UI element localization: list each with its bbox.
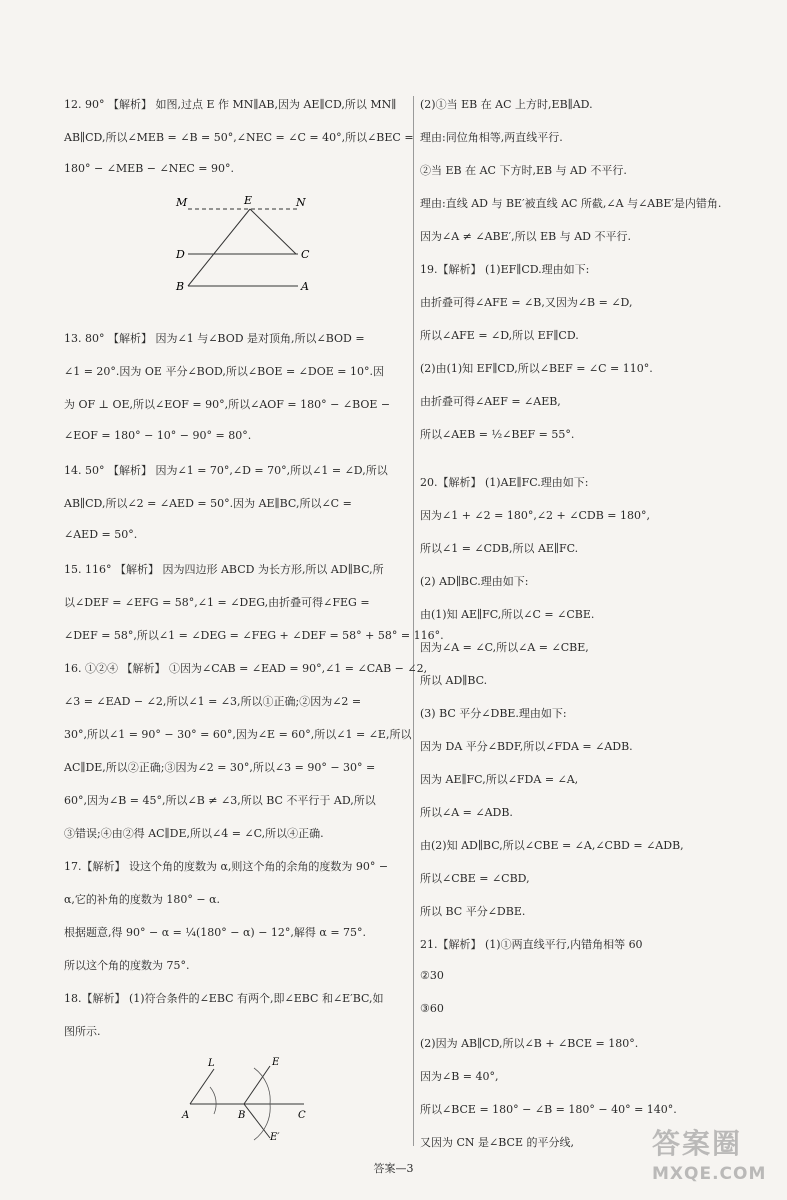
- page-number: 答案—3: [373, 1162, 414, 1175]
- text-line: 所以∠A = ∠ADB.: [420, 806, 513, 819]
- text-line: 为 OF ⊥ OE,所以∠EOF = 90°,所以∠AOF = 180° − ∠BOE −: [64, 398, 391, 411]
- text-line: 17.【解析】 设这个角的度数为 α,则这个角的余角的度数为 90° −: [64, 860, 389, 873]
- text-line: (3) BC 平分∠DBE.理由如下:: [420, 707, 567, 720]
- text-line: (2) AD∥BC.理由如下:: [420, 575, 529, 588]
- text-line: 由折叠可得∠AEF = ∠AEB,: [420, 395, 561, 408]
- text-line: 所以∠AFE = ∠D,所以 EF∥CD.: [420, 329, 579, 342]
- text-line: 16. ①②④ 【解析】 ①因为∠CAB = ∠EAD = 90°,∠1 = ∠CAB − ∠2,: [64, 662, 428, 675]
- text-line: AC∥DE,所以②正确;③因为∠2 = 30°,所以∠3 = 90° − 30° =: [64, 761, 376, 774]
- label-m: M: [176, 196, 188, 209]
- label-e: E: [272, 1057, 280, 1068]
- text-line: 所以 AD∥BC.: [420, 674, 488, 687]
- text-line: ②30: [420, 969, 444, 982]
- label-e: E: [244, 194, 253, 207]
- text-line: 13. 80° 【解析】 因为∠1 与∠BOD 是对顶角,所以∠BOD =: [64, 332, 365, 345]
- text-line: 180° − ∠MEB − ∠NEC = 90°.: [64, 162, 235, 175]
- text-line: 以∠DEF = ∠EFG = 58°,∠1 = ∠DEG,由折叠可得∠FEG =: [64, 596, 370, 609]
- text-line: 由(2)知 AD∥BC,所以∠CBE = ∠A,∠CBD = ∠ADB,: [420, 839, 684, 852]
- text-line: 因为 DA 平分∠BDF,所以∠FDA = ∠ADB.: [420, 740, 633, 753]
- label-a: A: [301, 280, 309, 293]
- watermark-logo: [652, 1122, 772, 1192]
- text-line: ∠DEF = 58°,所以∠1 = ∠DEG = ∠FEG + ∠DEF = 58° + 58° = 116°.: [64, 629, 444, 642]
- text-line: 12. 90° 【解析】 如图,过点 E 作 MN∥AB,因为 AE∥CD,所以 MN∥: [64, 98, 397, 111]
- text-line: 因为 AE∥FC,所以∠FDA = ∠A,: [420, 773, 579, 786]
- text-line: ③60: [420, 1002, 444, 1015]
- ray-al: [190, 1069, 214, 1104]
- segment-ec: [250, 209, 296, 254]
- text-line: AB∥CD,所以∠2 = ∠AED = 50°.因为 AE∥BC,所以∠C =: [64, 497, 352, 510]
- text-line: 15. 116° 【解析】 因为四边形 ABCD 为长方形,所以 AD∥BC,所: [64, 563, 384, 576]
- text-line: (2)由(1)知 EF∥CD,所以∠BEF = ∠C = 110°.: [420, 362, 653, 375]
- text-line: AB∥CD,所以∠MEB = ∠B = 50°,∠NEC = ∠C = 40°,所以∠BEC =: [64, 131, 414, 144]
- text-line: ③错误;④由②得 AC∥DE,所以∠4 = ∠C,所以④正确.: [64, 827, 324, 840]
- segment-eb: [188, 209, 250, 286]
- watermark-site-text: MXQE.COM: [652, 1164, 767, 1184]
- text-line: 由(1)知 AE∥FC,所以∠C = ∠CBE.: [420, 608, 595, 621]
- label-b: B: [238, 1110, 246, 1121]
- text-line: 所以 BC 平分∠DBE.: [420, 905, 526, 918]
- label-e-prime: E′: [270, 1132, 280, 1143]
- text-line: 理由:同位角相等,两直线平行.: [420, 131, 563, 144]
- text-line: ∠1 = 20°.因为 OE 平分∠BOD,所以∠BOE = ∠DOE = 10°.因: [64, 365, 384, 378]
- text-line: 理由:直线 AD 与 BE′被直线 AC 所截,∠A 与∠ABE′是内错角.: [420, 197, 722, 210]
- text-line: 所以∠BCE = 180° − ∠B = 180° − 40° = 140°.: [420, 1103, 677, 1116]
- label-d: D: [176, 248, 185, 261]
- text-line: 因为∠A = ∠C,所以∠A = ∠CBE,: [420, 641, 589, 654]
- text-line: (2)因为 AB∥CD,所以∠B + ∠BCE = 180°.: [420, 1037, 639, 1050]
- text-line: 21.【解析】 (1)①两直线平行,内错角相等 60: [420, 938, 643, 951]
- label-c: C: [298, 1110, 306, 1121]
- text-line: 所以∠1 = ∠CDB,所以 AE∥FC.: [420, 542, 579, 555]
- text-line: 又因为 CN 是∠BCE 的平分线,: [420, 1136, 574, 1149]
- watermark-logo-text: 答案圈: [652, 1127, 743, 1160]
- text-line: (2)①当 EB 在 AC 上方时,EB∥AD.: [420, 98, 593, 111]
- text-line: 因为∠B = 40°,: [420, 1070, 499, 1083]
- column-divider: [413, 96, 414, 1146]
- text-line: 14. 50° 【解析】 因为∠1 = 70°,∠D = 70°,所以∠1 = ∠D,所以: [64, 464, 388, 477]
- text-line: 图所示.: [64, 1025, 101, 1038]
- ray-be2: [244, 1104, 270, 1138]
- text-line: ∠3 = ∠EAD − ∠2,所以∠1 = ∠3,所以①正确;②因为∠2 =: [64, 695, 362, 708]
- label-b: B: [176, 280, 185, 293]
- text-line: 因为∠A ≠ ∠ABE′,所以 EB 与 AD 不平行.: [420, 230, 631, 243]
- text-line: 所以这个角的度数为 75°.: [64, 959, 190, 972]
- text-line: 根据题意,得 90° − α = ¼(180° − α) − 12°,解得 α = 75°.: [64, 926, 367, 939]
- text-line: 20.【解析】 (1)AE∥FC.理由如下:: [420, 476, 589, 489]
- text-line: 因为∠1 + ∠2 = 180°,∠2 + ∠CDB = 180°,: [420, 509, 651, 522]
- text-line: 所以∠AEB = ½∠BEF = 55°.: [420, 428, 575, 441]
- text-line: 由折叠可得∠AFE = ∠B,又因为∠B = ∠D,: [420, 296, 633, 309]
- text-line: 19.【解析】 (1)EF∥CD.理由如下:: [420, 263, 590, 276]
- construction-arc-a: [210, 1087, 216, 1114]
- text-line: ∠AED = 50°.: [64, 528, 138, 541]
- text-line: ②当 EB 在 AC 下方时,EB 与 AD 不平行.: [420, 164, 627, 177]
- label-c: C: [301, 248, 310, 261]
- text-line: 18.【解析】 (1)符合条件的∠EBC 有两个,即∠EBC 和∠E′BC,如: [64, 992, 384, 1005]
- figure-angle-construction: [174, 1054, 324, 1144]
- label-l: L: [208, 1058, 215, 1069]
- text-line: 60°,因为∠B = 45°,所以∠B ≠ ∠3,所以 BC 不平行于 AD,所以: [64, 794, 376, 807]
- text-line: 30°,所以∠1 = 90° − 30° = 60°,因为∠E = 60°,所以∠1 = ∠E,所以: [64, 728, 412, 741]
- figure-parallel-lines: [168, 192, 318, 302]
- text-line: α,它的补角的度数为 180° − α.: [64, 893, 221, 906]
- text-line: ∠EOF = 180° − 10° − 90° = 80°.: [64, 429, 252, 442]
- label-a: A: [182, 1110, 190, 1121]
- ray-be: [244, 1066, 270, 1104]
- text-line: 所以∠CBE = ∠CBD,: [420, 872, 530, 885]
- label-n: N: [296, 196, 306, 209]
